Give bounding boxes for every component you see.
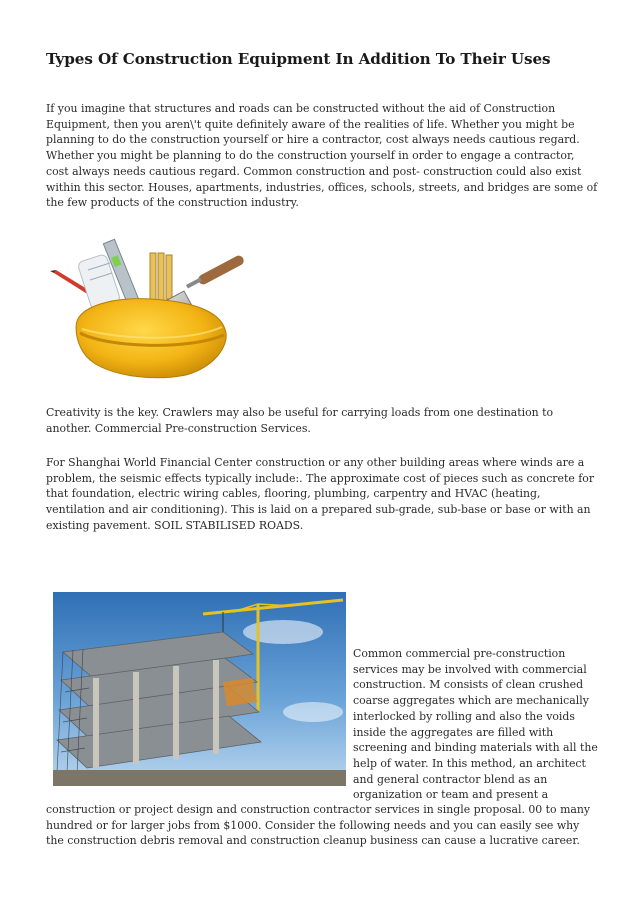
shanghai-paragraph: For Shanghai World Financial Center construction or any other building areas where winds are a problem, the seismic effects typically include:. The approximate cost of pieces such as concrete for that foundation, electric wiring cables, flooring, plumbing, carpentry and HVAC (heating, ventilation and air conditioning). This is laid on a prepared sub-grade, sub-base or base or with an existing pavement. SOIL STABILISED ROADS. [46,456,595,532]
hard-hat-tools-image [46,235,252,380]
hard-hat-tools-icon [46,235,252,380]
building-construction-image [53,592,346,786]
commercial-continued-paragraph: construction or project design and construction contractor services in single proposal. 00 to many hundred or for larger jobs from $1000. Consider the following needs and you can easily see why the construction debris removal and construction cleanup business can cause a lucrative career. [46,803,591,848]
creativity-paragraph: Creativity is the key. Crawlers may also be useful for carrying loads from one destination to another. Commercial Pre-construction Services. [46,406,554,435]
building-under-construction-icon [53,592,346,786]
document-title: Types Of Construction Equipment In Addition To Their Uses [46,50,551,68]
intro-paragraph: If you imagine that structures and roads can be constructed without the aid of Construction Equipment, then you aren\'t quite definitely aware of the realities of life. Whether you might be planning to do the construction yourself or hire a contractor, cost always needs cautious regard. Whether you might be planning to do the construction yourself in order to engage a contractor, cost always needs cautious regard. Common construction and post- construction could also exist within this sector. Houses, apartments, industries, offices, schools, streets, and bridges are some of the few products of the construction industry. [46,102,598,210]
commercial-side-paragraph: Common commercial pre-construction services may be involved with commercial construction. M consists of clean crushed coarse aggregates which are mechanically interlocked by rolling and also the voids inside the aggregates are filled with screening and binding materials with all the help of water. In this method, an architect and general contractor blend as an organization or team and present a [353,647,598,802]
